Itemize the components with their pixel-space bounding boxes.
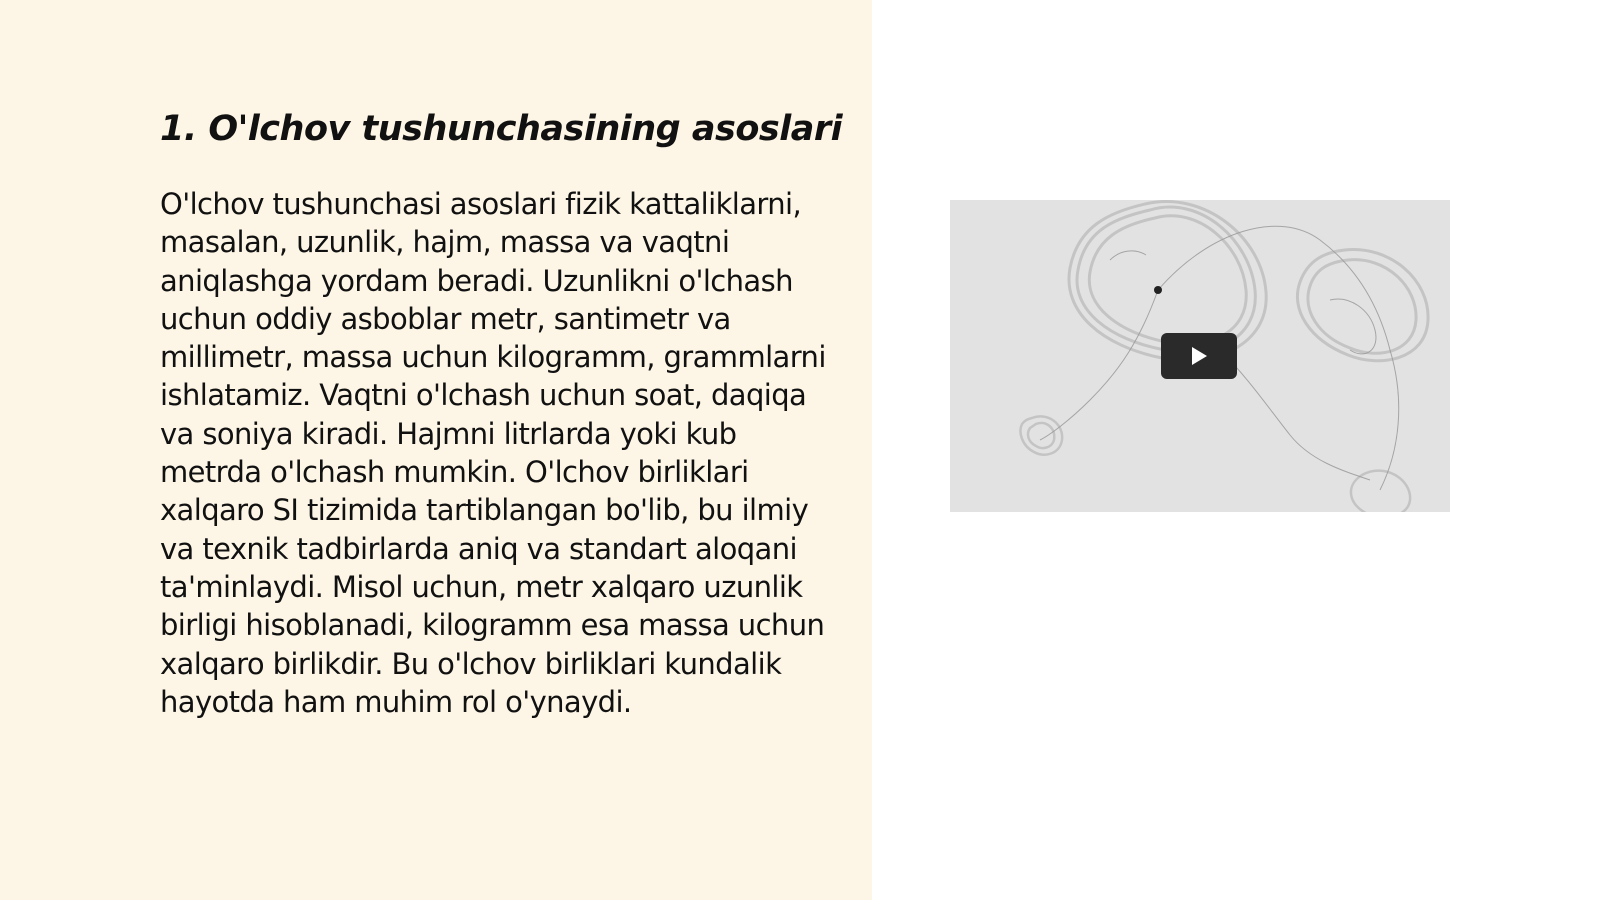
play-button[interactable]	[1161, 333, 1237, 379]
slide-heading: 1. O'lchov tushunchasining asoslari	[160, 109, 843, 149]
play-icon	[1161, 333, 1237, 379]
slide-body-text: O'lchov tushunchasi asoslari fizik kattaliklarni, masalan, uzunlik, hajm, massa va vaqtni aniqlashga yordam beradi. Uzunlikni o'lchash uchun oddiy asboblar metr, santimetr va millimetr, massa uchun kilogramm, grammlarni ishlatamiz. Vaqtni o'lchash uchun soat, daqiqa va soniya kiradi. Hajmni litrlarda yoki kub metrda o'lchash mumkin. O'lchov birliklari xalqaro SI tizimida tartiblangan bo'lib, bu ilmiy va texnik tadbirlarda aniq va standart aloqani ta'minlaydi. Misol uchun, metr xalqaro uzunlik birligi hisoblanadi, kilogramm esa massa uchun xalqaro birlikdir. Bu o'lchov birliklari kundalik hayotda ham muhim rol o'ynaydi.	[160, 187, 826, 719]
video-player[interactable]	[950, 200, 1450, 512]
